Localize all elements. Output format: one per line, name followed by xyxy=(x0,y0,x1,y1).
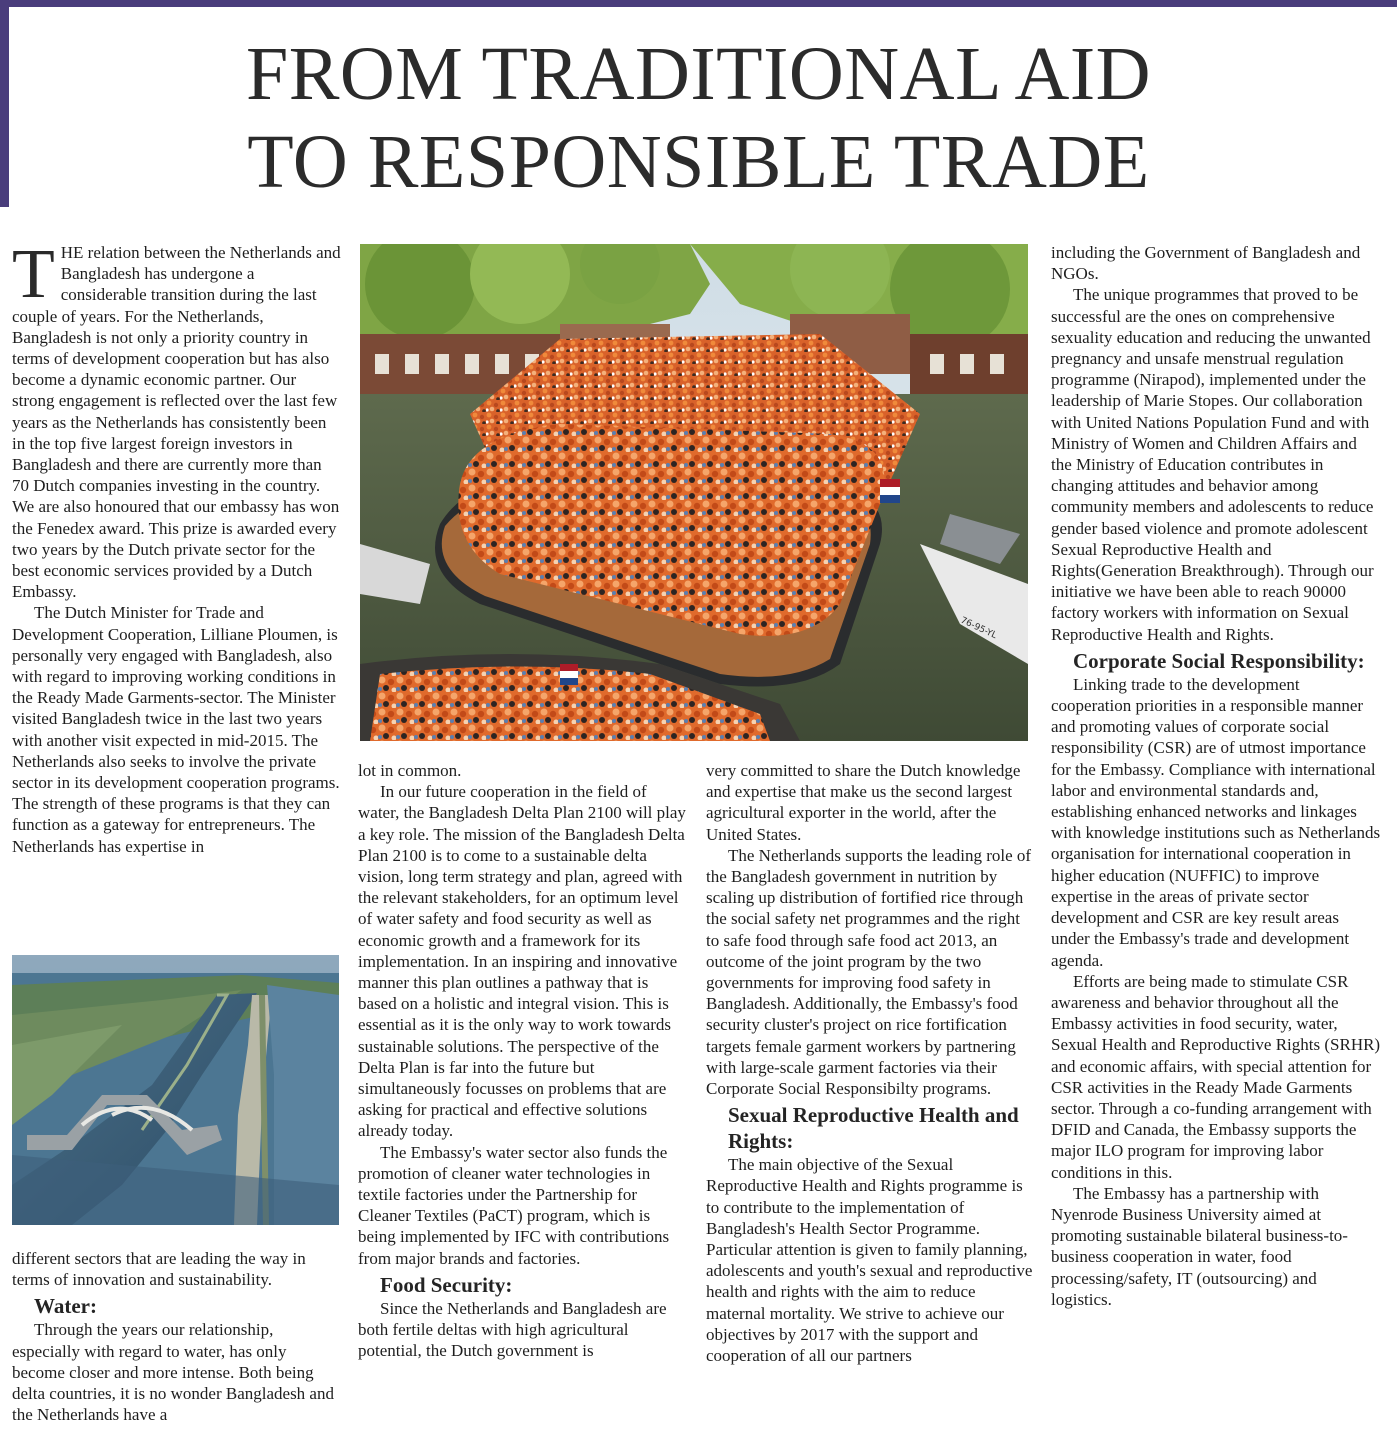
csr-heading: Corporate Social Responsibility: xyxy=(1073,648,1365,673)
col3-paragraph-3: The main objective of the Sexual Reproductive Health and Rights programme is to contribute to the implementation of Bangladesh's Health Sector Programme. Particular attention is given to family planning, adolescents and youth's sexual and reproductive health and rights with the aim to reduce maternal mortality. We strive to achieve our objectives by 2017 with the support and cooperation of all our partners xyxy=(706,1155,1033,1366)
column-1-bottom xyxy=(12,1248,342,1451)
col1-paragraph-1: HE relation between the Netherlands and Bangladesh has undergone a considerable transition during the last couple of years. For the Netherlands, Bangladesh is not only a priority country in terms of development cooperation but has also become a dynamic economic partner. Our strong engagement is reflected over the last few years as the Netherlands has consistently been in the top five largest foreign investors in Bangladesh and there are currently more than 70 Dutch companies investing in the country. We are also honoured that our embassy has won the Fenedex award. This prize is awarded every two years by the Dutch private sector for the best economic services provided by a Dutch Embassy. xyxy=(12,243,341,602)
col4-paragraph-2: The unique programmes that proved to be successful are the ones on comprehensive sexuality education and reducing the unwanted pregnancy and unsafe menstrual regulation programme (Nirapod), implemented under the leadership of Marie Stopes. Our collaboration with United Nations Population Fund and with Ministry of Women and Children Affairs and the Ministry of Education contributes in changing attitudes and behavior among community members and adolescents to reduce gender based violence and promote adolescent Sexual Reproductive Health and Rights(Generation Breakthrough). Through our initiative we have been able to reach 90000 factory workers with information on Sexual Reproductive Health and Rights. xyxy=(1051,285,1374,644)
water-heading: Water: xyxy=(34,1294,97,1319)
col2-paragraph-1: lot in common. xyxy=(358,761,462,780)
top-accent-bar xyxy=(0,0,1397,7)
col4-paragraph-4: Efforts are being made to stimulate CSR awareness and behavior throughout all the Embassy activities in food security, water, Sexual Health and Reproductive Rights (SRHR) and economic affairs, with special attention for CSR activities in the Ready Made Garments sector. Through a co-funding arrangement with DFID and Canada, the Embassy supports the major ILO program for improving labor conditions in this. xyxy=(1051,971,1381,1182)
delta-barrier-photo xyxy=(12,955,339,1225)
col4-paragraph-5: The Embassy has a partnership with Nyenrode Business University aimed at promoting sustainable bilateral business-to-business cooperation in water, food processing/safety, IT (outsourcing) and logistics. xyxy=(1051,1183,1348,1309)
col1-paragraph-2: The Dutch Minister for Trade and Development Cooperation, Lilliane Ploumen, is personally very engaged with Bangladesh, also with regard to improving working conditions in the Ready Made Garments-sector. The Minister visited Bangladesh twice in the last two years with another visit expected in mid-2015. The Netherlands also seeks to involve the private sector in its development cooperation programs. The strength of these programs is that they can function as a gateway for entrepreneurs. The Netherlands has expertise in xyxy=(12,603,340,856)
col3-paragraph-2: The Netherlands supports the leading role of the Bangladesh government in nutrition by scaling up distribution of fortified rice through the social safety net programmes and the right to safe food through safe food act 2013, an outcome of the joint program by the two governments for improving food safety in Bangladesh. Additionally, the Embassy's food security cluster's project on rice fortification targets female garment workers by partnering with large-scale garment factories via their Corporate Social Responsibilty programs. xyxy=(706,845,1032,1099)
headline-line-1: FROM TRADITIONAL AID xyxy=(245,32,1152,116)
col2-paragraph-2: In our future cooperation in the field of water, the Bangladesh Delta Plan 2100 will play a key role. The mission of the Bangladesh Delta Plan 2100 is to come to a sustainable delta vision, long term strategy and plan, agreed with the relevant stakeholders, for an optimum level of water safety and food security as well as economic growth and a framework for its implementation. In an inspiring and innovative manner this plan outlines a pathway that is based on a holistic and integral vision. This is essential as it is the only way to work towards sustainable solutions. The perspective of the Delta Plan is far into the future but simultaneously focusses on problems that are asking for practical and effective solutions already today. xyxy=(358,782,686,1141)
headline-line-2: TO RESPONSIBLE TRADE xyxy=(247,120,1150,204)
column-2 xyxy=(358,760,688,1451)
headline xyxy=(0,30,1397,206)
drop-cap: T xyxy=(12,242,55,313)
boat-number: 76-95-YL xyxy=(958,615,999,642)
column-1-top xyxy=(12,242,342,947)
col1-paragraph-3: different sectors that are leading the way in terms of innovation and sustainability. xyxy=(12,1249,306,1290)
col2-paragraph-3: The Embassy's water sector also funds the promotion of cleaner water technologies in textile factories under the Partnership for Cleaner Textiles (PaCT) program, which is being implemented by IFC with contributions from major brands and factories. xyxy=(358,1142,670,1268)
column-3 xyxy=(706,760,1036,1451)
col4-paragraph-3: Linking trade to the development cooperation priorities in a responsible manner and promoting values of corporate social responsibility (CSR) are of utmost importance for the Embassy. Compliance with international labor and environmental standards and, establishing enhanced networks and linkages with knowledge institutions such as Netherlands organisation for international cooperation in higher education (NUFFIC) to improve expertise in the areas of private sector development and CSR are key result areas under the Embassy's trade and development agenda. xyxy=(1051,674,1381,970)
col2-paragraph-4: Since the Netherlands and Bangladesh are both fertile deltas with high agricultural potential, the Dutch government is xyxy=(358,1298,667,1361)
srhr-heading: Sexual Reproductive Health and Rights: xyxy=(728,1103,1019,1154)
column-4 xyxy=(1051,242,1381,1451)
food-security-heading: Food Security: xyxy=(380,1272,513,1297)
col3-paragraph-1: very committed to share the Dutch knowledge and expertise that make us the second largest agricultural exporter in the world, after the United States. xyxy=(706,761,1021,844)
canal-celebration-photo xyxy=(360,244,1028,741)
col4-paragraph-1: including the Government of Bangladesh and NGOs. xyxy=(1051,243,1361,284)
col1-paragraph-4: Through the years our relationship, especially with regard to water, has only become closer and more intense. Both being delta countries, it is no wonder Bangladesh and the Netherlands have a xyxy=(12,1320,334,1425)
